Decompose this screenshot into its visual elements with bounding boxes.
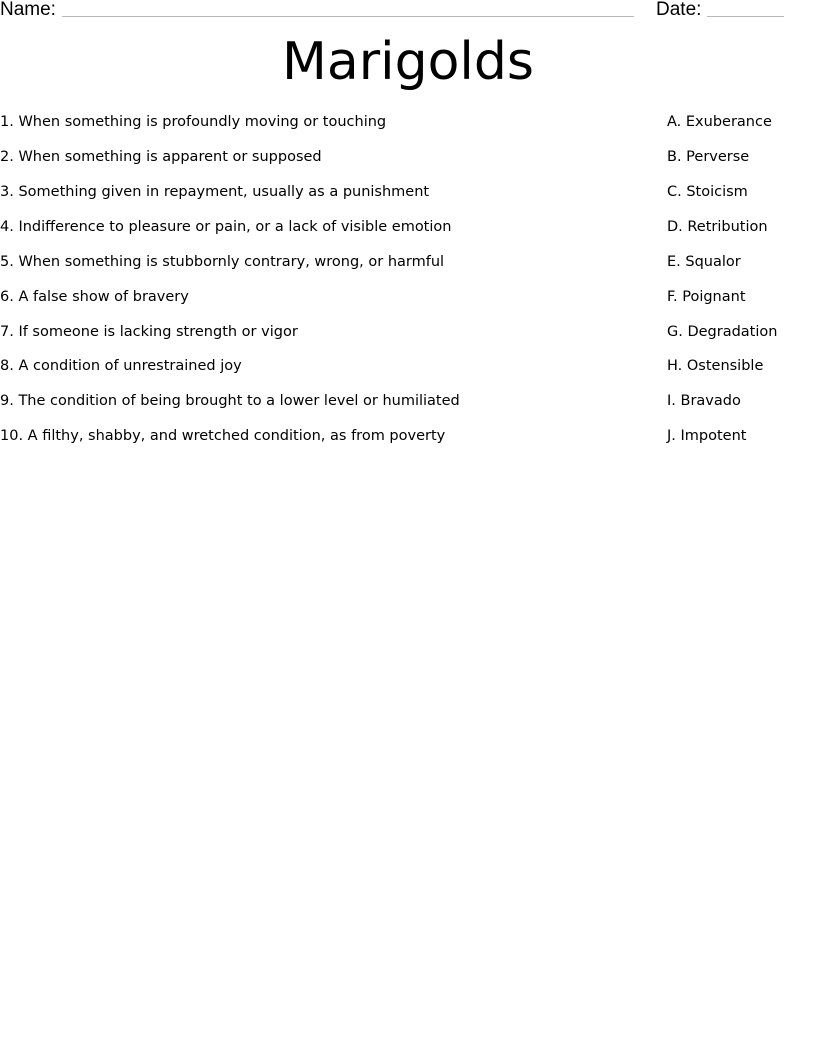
answer-item: E. Squalor <box>667 254 741 270</box>
clue-item: 10. A filthy, shabby, and wretched condition, as from poverty <box>0 428 446 444</box>
clue-item: 9. The condition of being brought to a lower level or humiliated <box>0 393 460 409</box>
worksheet-title: Marigolds <box>282 32 534 92</box>
clue-item: 8. A condition of unrestrained joy <box>0 358 242 374</box>
clue-item: 4. Indifference to pleasure or pain, or a lack of visible emotion <box>0 219 452 235</box>
clue-item: 7. If someone is lacking strength or vigor <box>0 324 298 340</box>
answer-item: C. Stoicism <box>667 184 748 200</box>
clue-item: 5. When something is stubbornly contrary, wrong, or harmful <box>0 254 445 270</box>
clue-item: 3. Something given in repayment, usually as a punishment <box>0 184 430 200</box>
answer-item: A. Exuberance <box>667 114 772 130</box>
answer-item: D. Retribution <box>667 219 768 235</box>
date-label: Date: <box>656 0 702 20</box>
answer-item: B. Perverse <box>667 149 750 165</box>
clue-item: 1. When something is profoundly moving or touching <box>0 114 387 130</box>
clue-item: 2. When something is apparent or supposed <box>0 149 322 165</box>
clue-item: 6. A false show of bravery <box>0 289 189 305</box>
answer-item: J. Impotent <box>667 428 747 444</box>
answer-item: G. Degradation <box>667 324 778 340</box>
worksheet-header <box>0 0 816 24</box>
name-label: Name: <box>0 0 56 20</box>
name-field-line <box>62 16 634 17</box>
answer-item: H. Ostensible <box>667 358 764 374</box>
answer-item: I. Bravado <box>667 393 741 409</box>
answer-item: F. Poignant <box>667 289 746 305</box>
date-field-line <box>707 16 784 17</box>
